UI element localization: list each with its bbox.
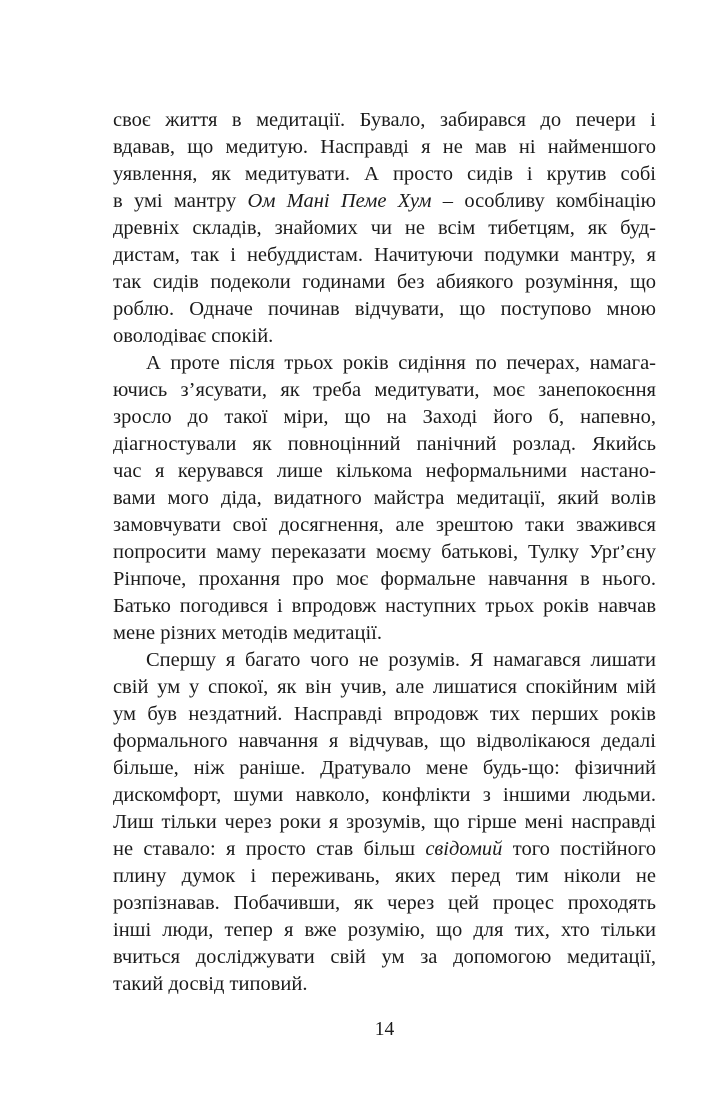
text-line [113, 485, 656, 512]
text-segment: інші люди, тепер я вже розумію, що для тих, хто тільки [113, 919, 656, 941]
page-number: 14 [374, 1019, 395, 1040]
text-line [113, 350, 656, 377]
text-segment: так сидів подеколи годинами без абиякого розуміння, що [113, 271, 656, 293]
text-segment: замовчувати свої досягнення, але зрештою таки зважився [113, 514, 656, 536]
text-segment: такий досвід типовий. [113, 973, 308, 995]
text-line [113, 269, 656, 296]
text-segment: оволодіває спокій. [113, 325, 274, 347]
text-line [113, 728, 656, 755]
text-segment: в умі мантру [113, 190, 248, 212]
text-line [113, 890, 656, 917]
text-segment: Батько погодився і впродовж наступних трьох років навчав [113, 595, 656, 617]
paragraph [113, 350, 656, 647]
text-line [113, 377, 656, 404]
text-line [113, 809, 656, 836]
text-line [113, 107, 656, 134]
text-segment: вами мого діда, видатного майстра медитації, який волів [113, 487, 656, 509]
text-segment: роблю. Одначе починав відчувати, що поступово мною [113, 298, 656, 320]
text-segment: ум був нездатний. Насправді впродовж тих перших років [113, 703, 656, 725]
text-segment: зросло до такої міри, що на Заході його б, напевно, [113, 406, 656, 428]
text-line [113, 242, 656, 269]
text-line [113, 539, 656, 566]
paragraph [113, 107, 656, 350]
text-line [113, 782, 656, 809]
text-segment: ючись з’ясувати, як треба медитувати, моє занепокоєння [113, 379, 656, 401]
text-block [113, 107, 656, 998]
text-line [113, 863, 656, 890]
paragraph [113, 647, 656, 998]
text-line [113, 404, 656, 431]
text-line [113, 458, 656, 485]
text-segment: своє життя в медитації. Бувало, забирався до печери і [113, 109, 656, 131]
text-line [113, 620, 656, 647]
text-segment: Лиш тільки через роки я зрозумів, що гірше мені насправді [113, 811, 656, 833]
text-segment: свій ум у спокої, як він учив, але лишатися спокійним мій [113, 676, 656, 698]
text-segment: вчиться досліджувати свій ум за допомогою медитації, [113, 946, 656, 968]
text-segment: плину думок і переживань, яких перед тим ніколи не [113, 865, 656, 887]
text-line [113, 755, 656, 782]
text-segment: древніх складів, знайомих чи не всім тибетцям, як буд- [113, 217, 656, 239]
text-line [113, 323, 656, 350]
text-line [113, 296, 656, 323]
text-segment: вдавав, що медитую. Насправді я не мав ні найменшого [113, 136, 656, 158]
text-segment: дискомфорт, шуми навколо, конфлікти з іншими людьми. [113, 784, 656, 806]
text-line [113, 674, 656, 701]
text-line [113, 566, 656, 593]
text-line [113, 647, 656, 674]
text-line [113, 161, 656, 188]
text-line [113, 944, 656, 971]
text-segment: діагностували як повноцінний панічний розлад. Якийсь [113, 433, 656, 455]
text-line [113, 215, 656, 242]
text-line [113, 971, 656, 998]
text-segment: не ставало: я просто став більш [113, 838, 426, 860]
text-segment: час я керувався лише кількома неформальними настано- [113, 460, 656, 482]
text-line [113, 512, 656, 539]
text-line [113, 188, 656, 215]
text-segment: мене різних методів медитації. [113, 622, 382, 644]
italic-text-segment: свідомий [425, 838, 503, 860]
text-line [113, 593, 656, 620]
text-line [113, 836, 656, 863]
italic-text-segment: Ом Мані Пеме Хум [247, 190, 432, 212]
text-segment: – особливу комбінацію [431, 190, 656, 212]
text-segment: Спершу я багато чого не розумів. Я намагався лишати [146, 649, 656, 671]
text-segment: Рінпоче, прохання про моє формальне навчання в нього. [113, 568, 656, 590]
text-line [113, 701, 656, 728]
text-segment: А проте після трьох років сидіння по печерах, намага- [146, 352, 656, 374]
text-line [113, 917, 656, 944]
text-segment: того постійного [502, 838, 656, 860]
text-segment: розпізнавав. Побачивши, як через цей процес проходять [113, 892, 656, 914]
text-segment: попросити маму переказати моєму батькові, Тулку Урґ’єну [113, 541, 656, 563]
text-segment: уявлення, як медитувати. А просто сидів і крутив собі [113, 163, 656, 185]
text-line [113, 134, 656, 161]
text-line [113, 431, 656, 458]
text-segment: формального навчання я відчував, що відволікаюся дедалі [113, 730, 656, 752]
text-segment: більше, ніж раніше. Дратувало мене будь-що: фізичний [113, 757, 656, 779]
text-segment: дистам, так і небуддистам. Начитуючи подумки мантру, я [113, 244, 656, 266]
